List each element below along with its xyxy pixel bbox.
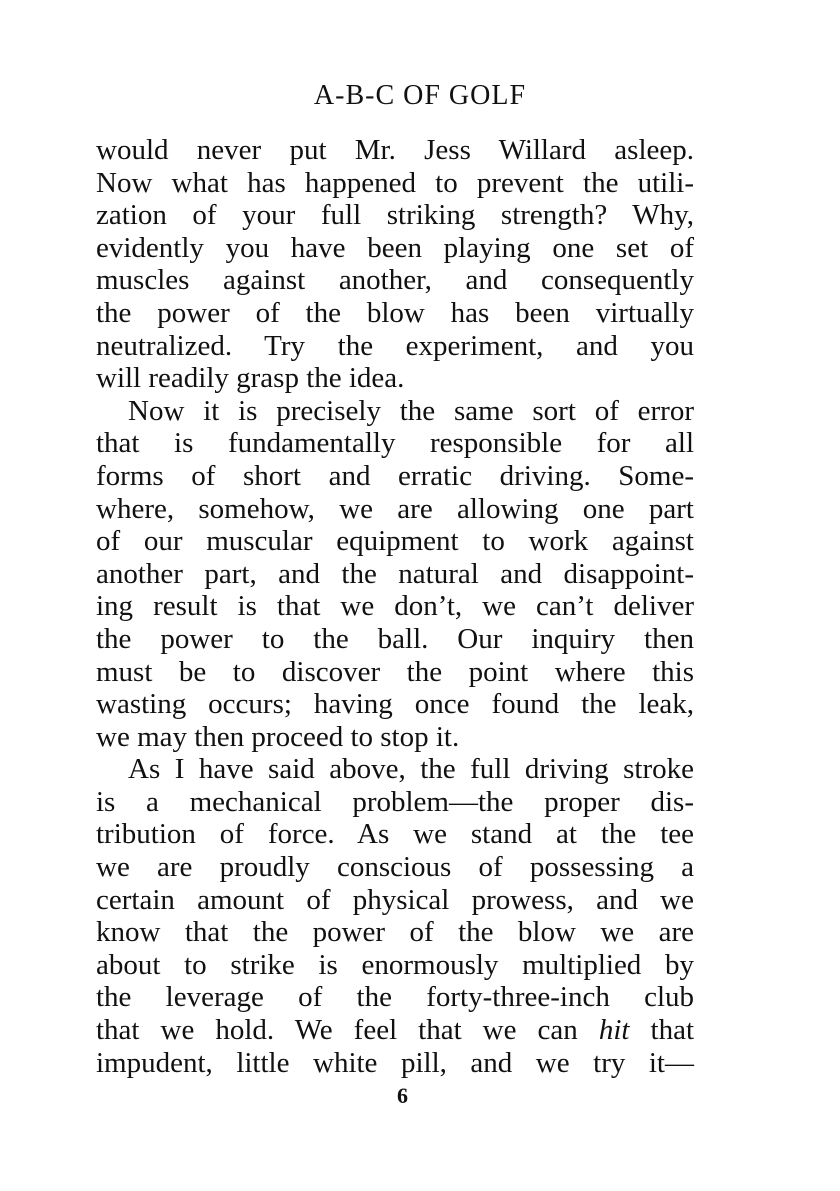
text-line: certain amount of physical prowess, and we [96,883,694,916]
text-line: about to strike is enormously multiplied by [96,948,694,981]
text-line: impudent, little white pill, and we try it— [96,1046,694,1079]
text-line: we are proudly conscious of possessing a [96,851,694,884]
page-number: 6 [397,1083,408,1108]
text-line: must be to discover the point where this [96,655,694,688]
line-segment: that [650,1014,695,1047]
text-line: the leverage of the forty-three-inch club [96,981,694,1014]
text-line: of our muscular equipment to work against [96,525,694,558]
text-line: that is fundamentally responsible for all [96,427,694,460]
text-line: the power to the ball. Our inquiry then [96,622,694,655]
text-line: Now what has happened to prevent the utili- [96,166,694,199]
text-line: will readily grasp the idea. [96,362,405,395]
text-line: forms of short and erratic driving. Some- [96,459,694,492]
text-line: we may then proceed to stop it. [96,720,460,753]
text-line: zation of your full striking strength? Why, [96,199,694,232]
text-line-with-italic [96,1014,694,1047]
text-line: the power of the blow has been virtually [96,296,694,329]
text-line: Now it is precisely the same sort of error [128,394,694,427]
text-line: ing result is that we don’t, we can’t deliver [96,590,694,623]
text-line: muscles against another, and consequently [96,264,694,297]
text-line: As I have said above, the full driving stroke [128,753,694,786]
italic-word: hit [598,1014,630,1047]
text-line: where, somehow, we are allowing one part [96,492,694,525]
running-head: A-B-C OF GOLF [313,80,527,111]
text-line: wasting occurs; having once found the leak, [96,688,694,721]
text-line: another part, and the natural and disappoint- [96,557,694,590]
text-line: neutralized. Try the experiment, and you [96,329,694,362]
text-line: know that the power of the blow we are [96,916,694,949]
text-line: tribution of force. As we stand at the tee [96,818,694,851]
text-line: evidently you have been playing one set of [96,231,694,264]
text-line: would never put Mr. Jess Willard asleep. [96,134,694,166]
body-text [96,134,694,1079]
line-segment: that we hold. We feel that we can [96,1014,578,1047]
text-line: is a mechanical problem—the proper dis- [96,785,694,818]
